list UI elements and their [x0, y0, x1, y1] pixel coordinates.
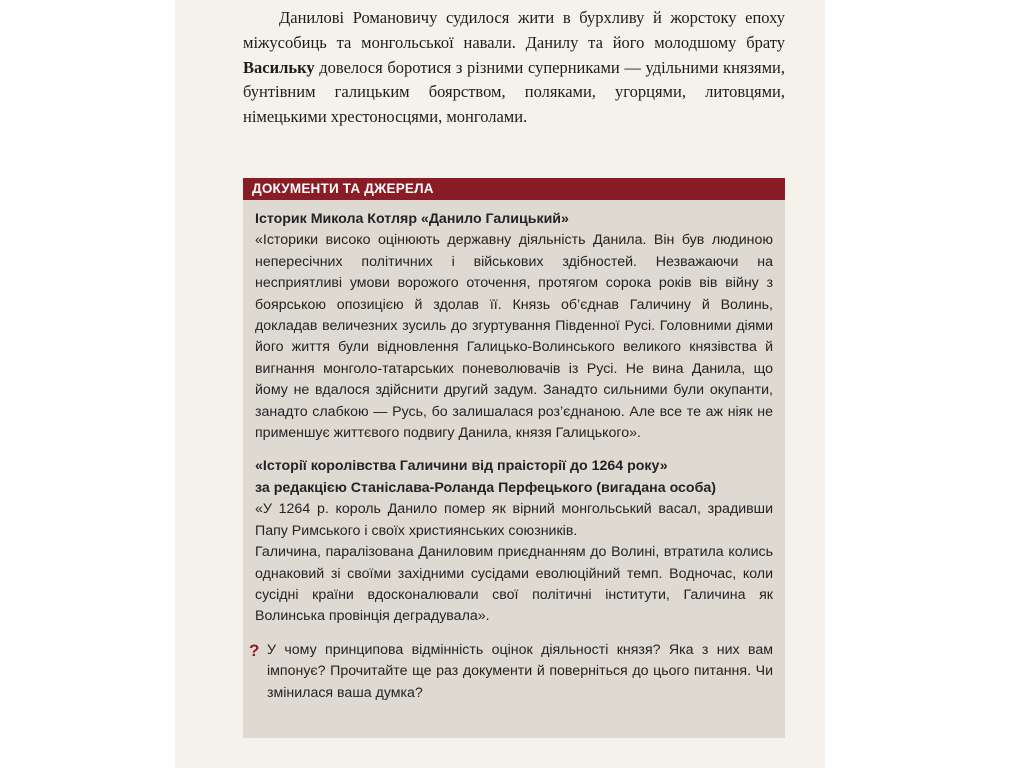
- documents-header: ДОКУМЕНТИ ТА ДЖЕРЕЛА: [243, 178, 785, 200]
- question-block: [249, 640, 773, 704]
- source2-text: [255, 499, 773, 627]
- source1-text: «Історики високо оцінюють державну діяльність Данила. Він був людиною непересічних політичних і військових здібностей. Незважаючи на несприятливі умови ворожого оточення, протягом сорока років вів війну з боярською опозицією й здолав її. Князь об’єднав Галичину й Волинь, докладав величезних зусиль до згуртування Південної Русі. Головними діями його життя були відновлення Галицько-Волинського великого князівства й вигнання монголо-татарських поневолювачів із Русі. Не вина Данила, що йому не вдалося здійснити другий задум. Занадто сильними були окупанти, занадто слабкою — Русь, бо залишалася роз’єднаною. Але все те аж ніяк не применшує життєвого подвигу Данила, князя Галицького».: [255, 232, 773, 442]
- intro-text-part1: Данилові Романовичу судилося жити в бурхливу й жорстоку епоху міжусобиць та монгольської навали. Данилу та його молодшому брату: [243, 8, 785, 52]
- source2-title-line1: «Історії королівства Галичини від праісторії до 1264 року»: [255, 458, 668, 475]
- question-mark-icon: ?: [249, 640, 260, 660]
- source2-paragraph2: Галичина, паралізована Даниловим приєднанням до Волині, втратила колись однаковий зі своїми західними сусідами еволюційний темп. Водночас, коли сусідні країни вдосконалювали свої політичні інститути, Галичина як Волинська провінція деградувала».: [255, 544, 773, 625]
- source2-title-line2: за редакцією Станіслава-Роланда Перфецького (вигадана особа): [255, 479, 716, 496]
- documents-box: [243, 178, 785, 738]
- intro-paragraph: [243, 6, 785, 130]
- source2-title: [255, 456, 773, 499]
- question-text: У чому принципова відмінність оцінок діяльності князя? Яка з них вам імпонує? Прочитайте ще раз документи й поверніться до цього питання. Чи змінилася ваша думка?: [267, 641, 773, 701]
- source2-paragraph1: «У 1264 р. король Данило помер як вірний монгольський васал, зрадивши Папу Римського і своїх християнських союзників.: [255, 501, 773, 539]
- documents-body: [243, 200, 785, 704]
- source1-title: Історик Микола Котляр «Данило Галицький»: [255, 211, 569, 227]
- textbook-page: [175, 0, 825, 768]
- intro-bold-name: Васильку: [243, 57, 315, 77]
- intro-text-part2: довелося боротися з різними суперниками — удільними князями, бунтівним галицьким боярством, поляками, угорцями, литовцями, німецькими хрестоносцями, монголами.: [243, 57, 785, 127]
